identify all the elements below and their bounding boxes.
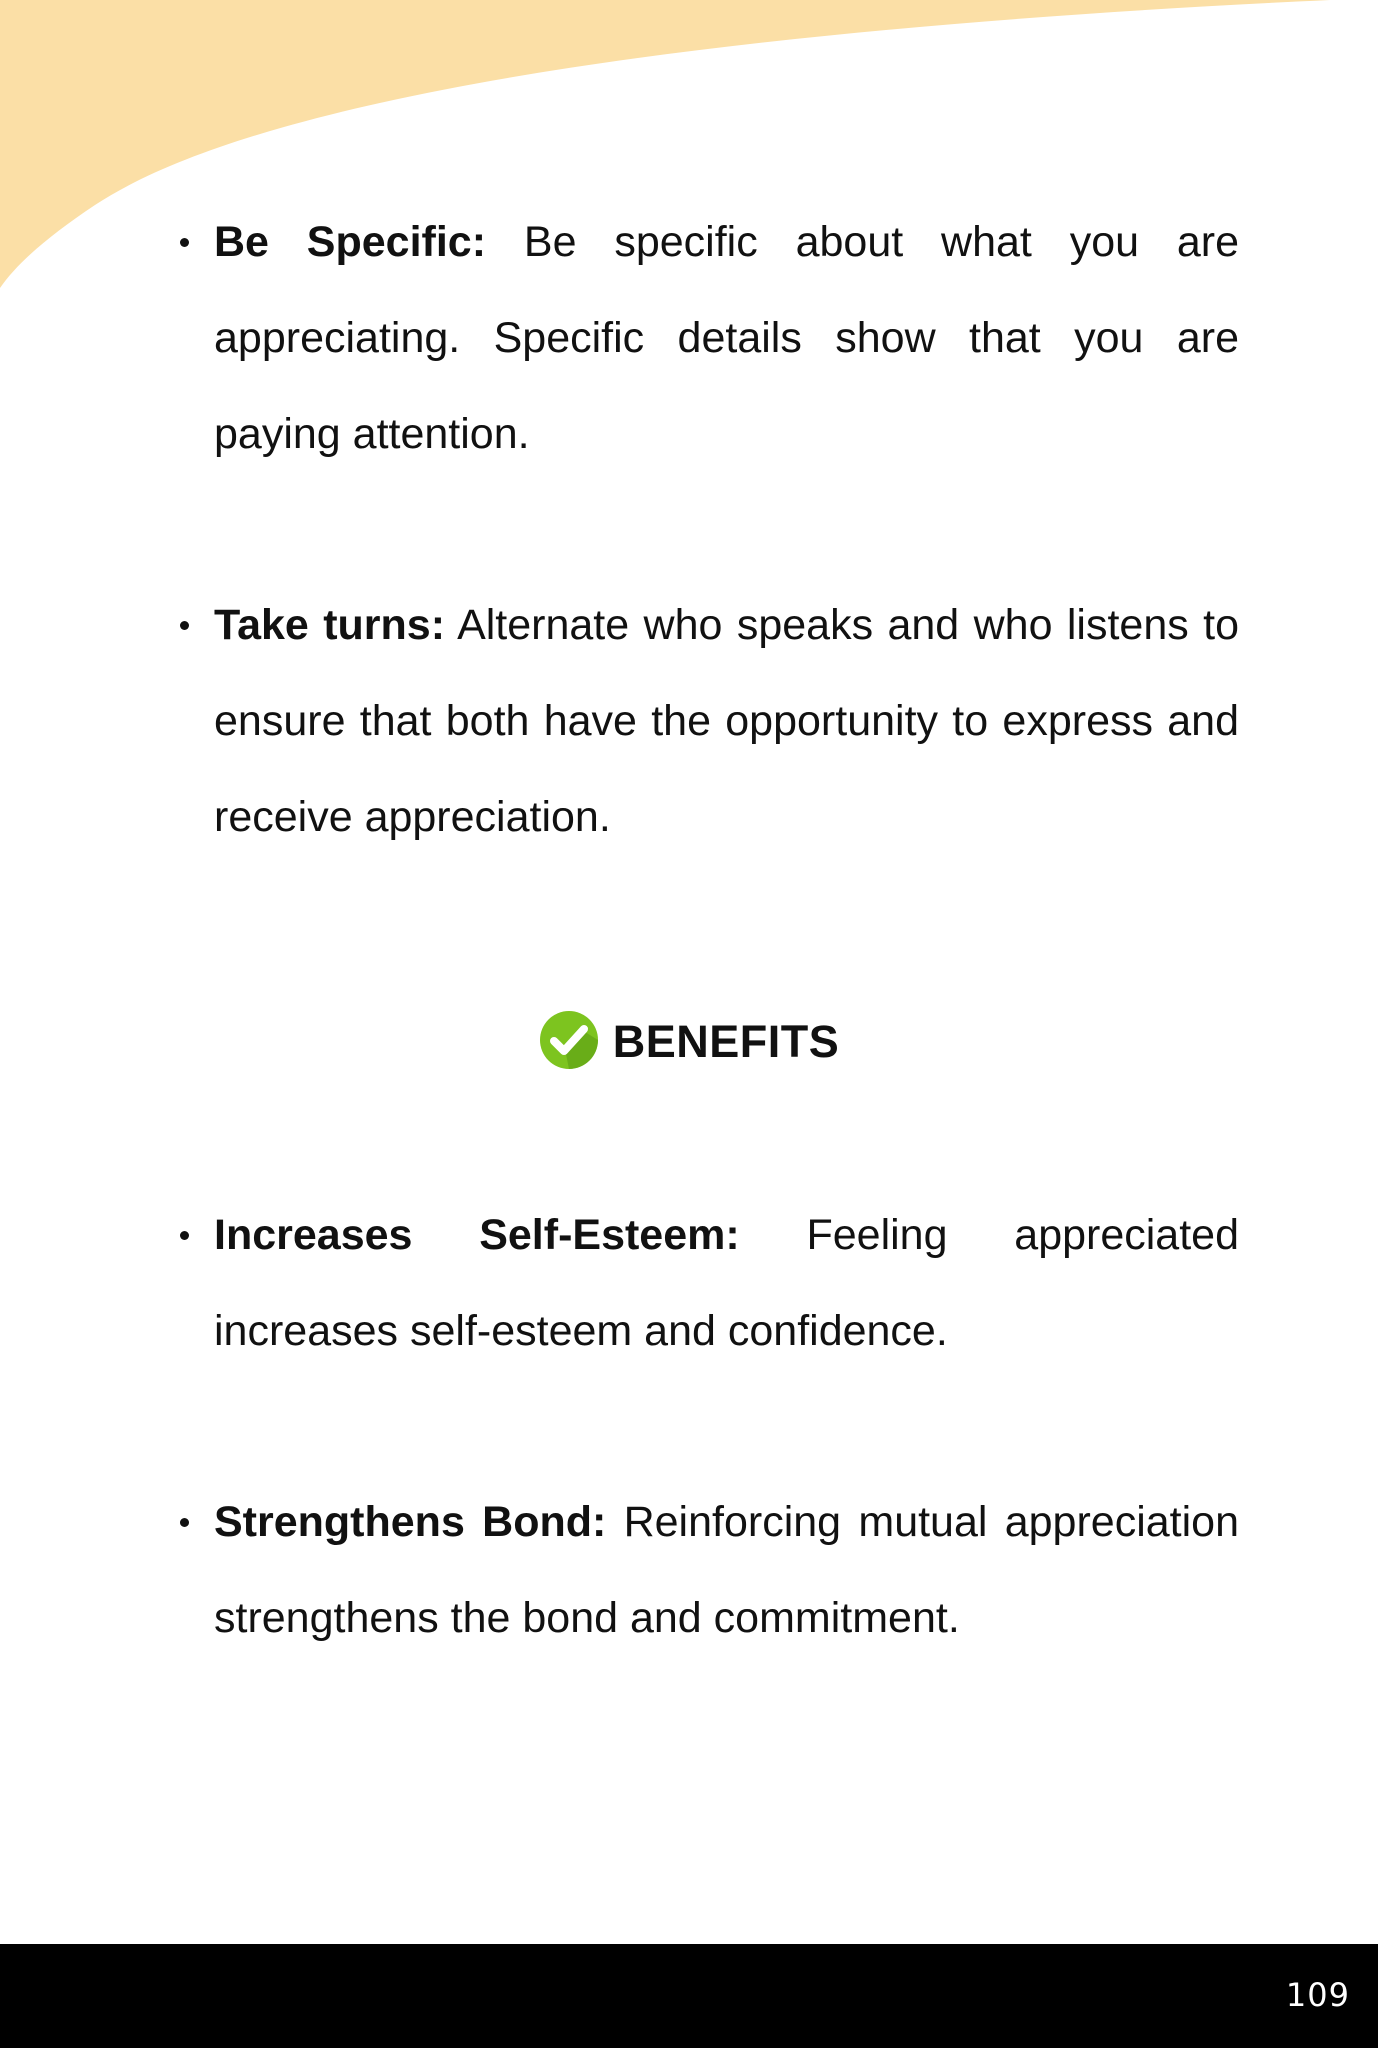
list-item-take-turns bbox=[214, 577, 1239, 865]
item-lead: Strengthens Bond: bbox=[214, 1498, 607, 1546]
item-text: Alternate who speaks and who listens to ensure that both have the opportunity to express and receive appreciation. bbox=[214, 601, 1240, 841]
list-item-increases-self-esteem bbox=[214, 1187, 1239, 1379]
item-text: Feeling appreciated increases self-esteem and confidence. bbox=[214, 1211, 1239, 1355]
item-lead: Increases Self-Esteem: bbox=[214, 1211, 740, 1259]
item-lead: Take turns: bbox=[214, 601, 446, 649]
check-circle-icon bbox=[539, 1010, 599, 1070]
list-item-be-specific bbox=[214, 194, 1239, 482]
page-number: 109 bbox=[1285, 1976, 1350, 2014]
section-title: BENEFITS bbox=[612, 1016, 840, 1067]
item-lead: Be Specific: bbox=[214, 218, 487, 266]
item-text: Reinforcing mutual appreciation strengthens the bond and commitment. bbox=[214, 1498, 1239, 1642]
page-footer bbox=[0, 1944, 1378, 2048]
benefits-heading bbox=[0, 1010, 1378, 1070]
item-text: Be specific about what you are appreciating. Specific details show that you are paying attention. bbox=[214, 218, 1240, 458]
list-item-strengthens-bond bbox=[214, 1474, 1239, 1666]
